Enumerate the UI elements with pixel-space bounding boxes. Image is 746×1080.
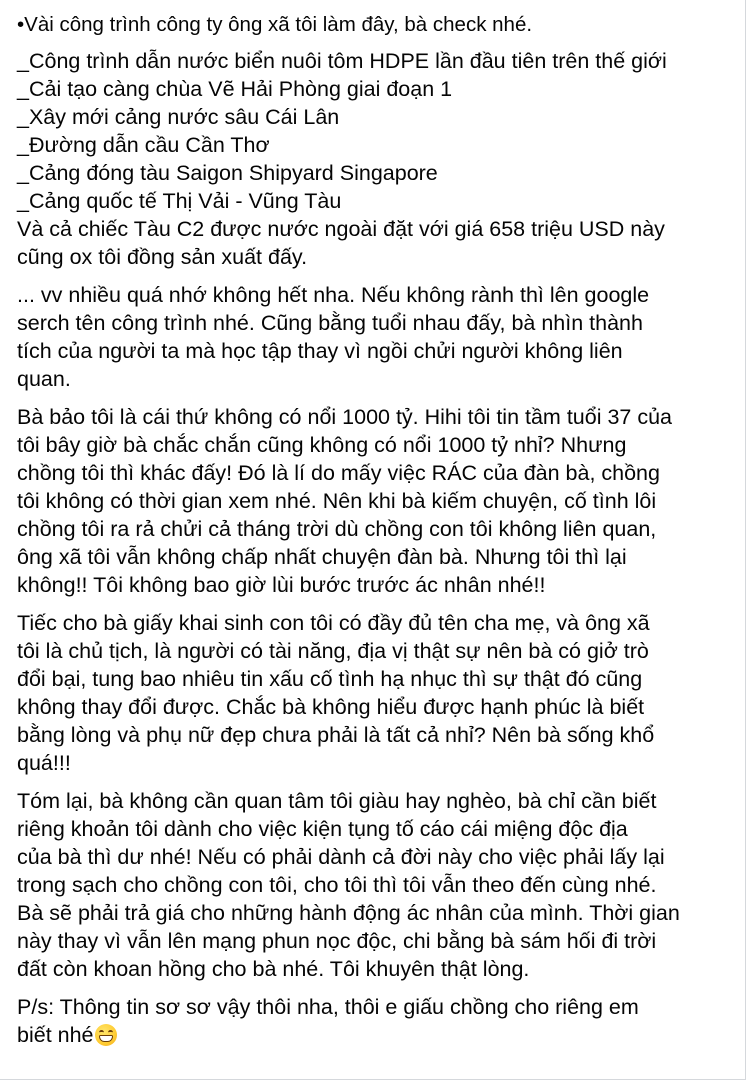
post-line: serch tên công trình nhé. Cũng bằng tuổi nhau đấy, bà nhìn thành [17, 311, 643, 335]
ps-last-line [17, 1021, 729, 1049]
paragraph-4 [17, 609, 729, 777]
post-line: quá!!! [17, 751, 71, 775]
project-item: _Xây mới cảng nước sâu Cái Lân [17, 105, 340, 129]
paragraph-3 [17, 403, 729, 599]
post-line: chồng tôi ra rả chửi cả tháng trời dù chồng con tôi không liên quan, [17, 517, 657, 541]
post-line: Bà sẽ phải trả giá cho những hành động ác nhân của mình. Thời gian [17, 901, 680, 925]
post-line: này thay vì vẫn lên mạng phun nọc độc, chi bằng bà sám hối đi trời [17, 929, 657, 953]
post-line: tôi là chủ tịch, là người có tài năng, địa vị thật sự nên bà có giở trò [17, 639, 649, 663]
project-item: _Cảng đóng tàu Saigon Shipyard Singapore [17, 161, 438, 185]
post-line: ... vv nhiều quá nhớ không hết nha. Nếu không rành thì lên google [17, 283, 650, 307]
post-line: ông xã tôi vẫn không chấp nhất chuyện đàn bà. Nhưng tôi thì lại [17, 545, 627, 569]
post-line: •Vài công trình công ty ông xã tôi làm đây, bà check nhé. [17, 13, 533, 36]
post-line: cũng ox tôi đồng sản xuất đấy. [17, 245, 308, 269]
ps-paragraph [17, 993, 729, 1049]
post-line: không!! Tôi không bao giờ lùi bước trước ác nhân nhé!! [17, 573, 546, 597]
post-line: tích của người ta mà học tập thay vì ngồi chửi người không liên [17, 339, 623, 363]
post-line: riêng khoản tôi dành cho việc kiện tụng tố cáo cái miệng độc địa [17, 817, 628, 841]
post-line: Tiếc cho bà giấy khai sinh con tôi có đầy đủ tên cha mẹ, và ông xã [17, 611, 650, 635]
post-line: đổi bại, tung bao nhiêu tin xấu cố tình hạ nhục thì sự thật đó cũng [17, 667, 643, 691]
post-line-text: biết nhé [17, 1023, 94, 1047]
post-line: Bà bảo tôi là cái thứ không có nổi 1000 tỷ. Hihi tôi tin tầm tuổi 37 của [17, 405, 673, 429]
project-item: _Công trình dẫn nước biển nuôi tôm HDPE lần đầu tiên trên thế giới [17, 49, 667, 73]
post-line: quan. [17, 367, 71, 391]
post-line: tôi không có thời gian xem nhé. Nên khi bà kiếm chuyện, cố tình lôi [17, 489, 657, 513]
post-line: Tóm lại, bà không cần quan tâm tôi giàu hay nghèo, bà chỉ cần biết [17, 789, 657, 813]
post-line: không thay đổi được. Chắc bà không hiểu được hạnh phúc là biết [17, 695, 645, 719]
post-line: tôi bây giờ bà chắc chắn cũng không có nổi 1000 tỷ nhỉ? Nhưng [17, 433, 627, 457]
grinning-face-icon [95, 1024, 117, 1046]
post-line: chồng tôi thì khác đấy! Đó là lí do mấy việc RÁC của đàn bà, chồng [17, 461, 660, 485]
post-line: của bà thì dư nhé! Nếu có phải dành cả đời này cho việc phải lấy lại [17, 845, 665, 869]
paragraph-2 [17, 281, 729, 393]
intro-paragraph [17, 11, 729, 271]
post-line: trong sạch cho chồng con tôi, cho tôi thì tôi vẫn theo đến cùng nhé. [17, 873, 657, 897]
post-line: P/s: Thông tin sơ sơ vậy thôi nha, thôi e giấu chồng cho riêng em [17, 995, 639, 1019]
post-body [17, 11, 729, 1059]
post-line: bằng lòng và phụ nữ đẹp chưa phải là tất cả nhỉ? Nên bà sống khổ [17, 723, 655, 747]
project-item: _Đường dẫn cầu Cần Thơ [17, 133, 270, 157]
project-item: _Cải tạo càng chùa Vẽ Hải Phòng giai đoạn 1 [17, 77, 453, 101]
project-item: _Cảng quốc tế Thị Vải - Vũng Tàu [17, 189, 342, 213]
post-line: Và cả chiếc Tàu C2 được nước ngoài đặt với giá 658 triệu USD này [17, 217, 665, 241]
post-line: đất còn khoan hồng cho bà nhé. Tôi khuyên thật lòng. [17, 957, 530, 981]
paragraph-5 [17, 787, 729, 983]
